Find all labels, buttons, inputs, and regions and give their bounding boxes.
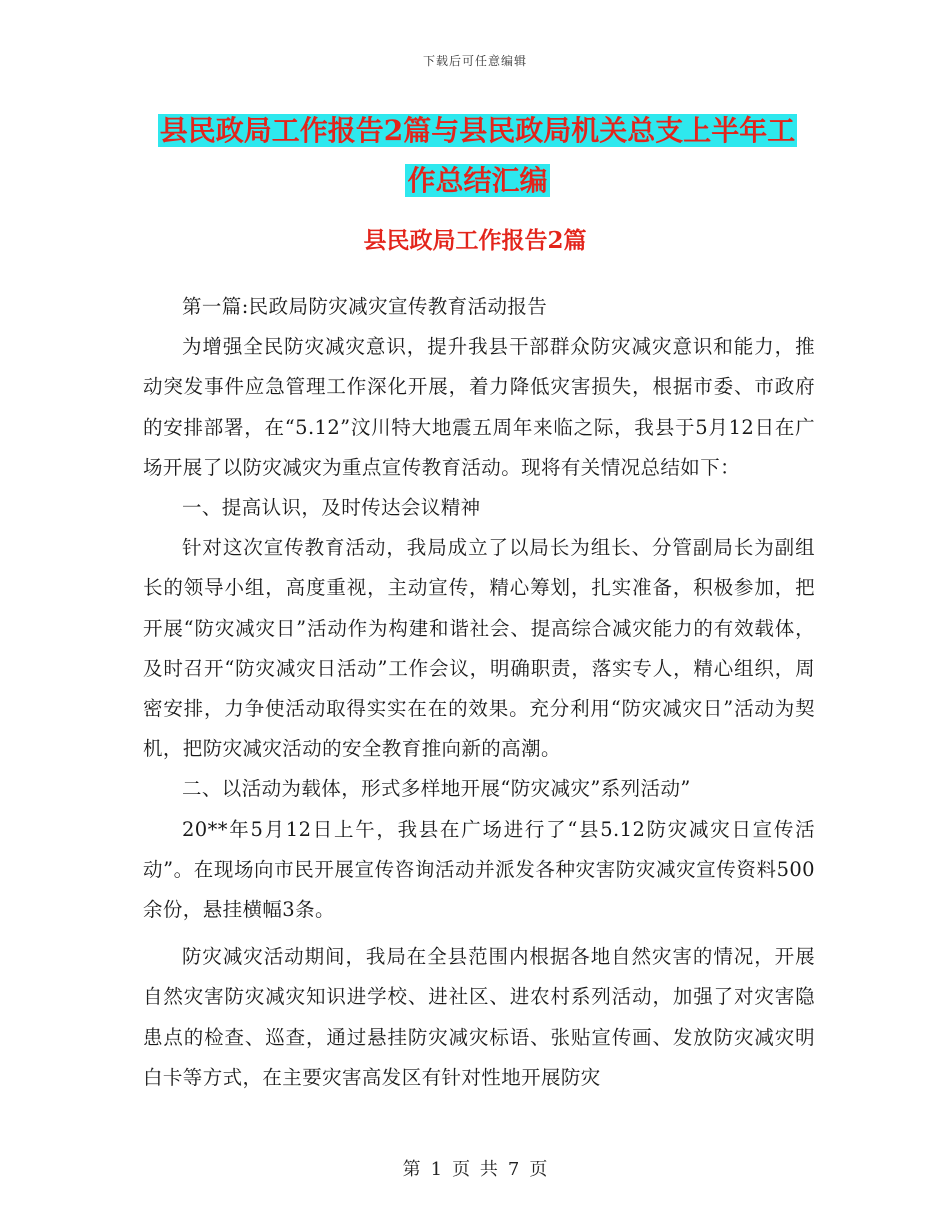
paragraph-heading-2: 二、以活动为载体，形式多样地开展“防灾减灾”系列活动” (182, 777, 691, 801)
document-title (145, 106, 810, 206)
paragraph-body-3: 防灾减灾活动期间，我局在全县范围内根据各地自然灾害的情况，开展自然灾害防灾减灾知识进学校、进社区、进农村系列活动，加强了对灾害隐患点的检查、巡查，通过悬挂防灾减灾标语、张贴宣传画、发放防灾减灾明白卡等方式，在主要灾害高发区有针对性地开展防灾 (143, 945, 815, 1089)
footer-suffix: 页 (529, 1159, 548, 1180)
footer-prefix: 第 (402, 1159, 421, 1180)
document-title-line-2: 作总结汇编 (407, 164, 548, 197)
page-footer (0, 1155, 950, 1181)
total-pages: 7 (507, 1159, 520, 1180)
footer-middle: 页 共 (452, 1159, 498, 1180)
paragraph-article-heading: 第一篇:民政局防灾减灾宣传教育活动报告 (182, 295, 548, 318)
page-number: 1 (430, 1159, 443, 1180)
paragraph-body-2: 20**年5月12日上午，我县在广场进行了“县5.12防灾减灾日宣传活动”。在现场向市民开展宣传咨询活动并派发各种灾害防灾减灾宣传资料500余份，悬挂横幅3条。 (143, 817, 815, 922)
paragraph-intro: 为增强全民防灾减灾意识，提升我县干部群众防灾减灾意识和能力，推动突发事件应急管理工作深化开展，着力降低灾害损失，根据市委、市政府的安排部署，在“5.12”汶川特大地震五周年来临之际，我县于5月12日在广场开展了以防灾减灾为重点宣传教育活动。现将有关情况总结如下： (143, 335, 815, 479)
document-body (143, 287, 815, 1098)
paragraph-heading-1: 一、提高认识，及时传达会议精神 (182, 496, 481, 520)
header-note: 下载后可任意编辑 (422, 54, 527, 68)
section-title: 县民政局工作报告2篇 (363, 227, 587, 254)
document-title-line-1: 县民政局工作报告2篇与县民政局机关总支上半年工 (159, 114, 796, 147)
paragraph-body-1: 针对这次宣传教育活动，我局成立了以局长为组长、分管副局长为副组长的领导小组，高度重视，主动宣传，精心筹划，扎实准备，积极参加，把开展“防灾减灾日”活动作为构建和谐社会、提高综合减灾能力的有效载体，及时召开“防灾减灾日活动”工作会议，明确职责，落实专人，精心组织，周密安排，力争使活动取得实实在在的效果。充分利用“防灾减灾日”活动为契机，把防灾减灾活动的安全教育推向新的高潮。 (143, 536, 815, 761)
